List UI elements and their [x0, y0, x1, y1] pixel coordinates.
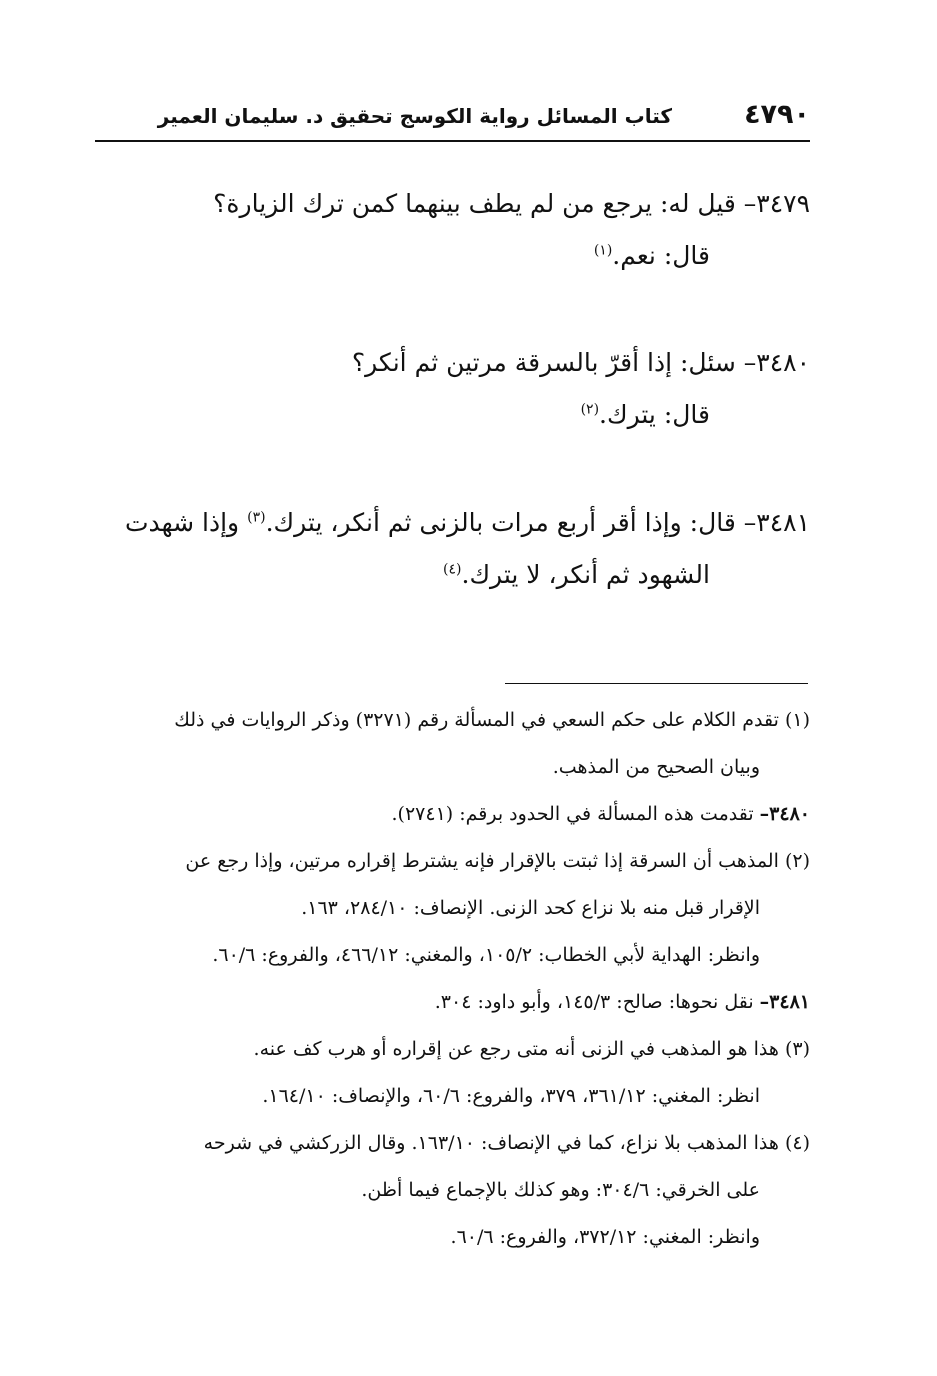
footnote-ref: (٣) [247, 509, 266, 526]
entry-line: ٣٤٨١– قال: وإذا أقر أربع مرات بالزنى ثم أنكر، يترك.$^{(٣)}$ وإذا شهدت [124, 508, 810, 537]
running-title: كتاب المسائل رواية الكوسج تحقيق د. سليمان العمير [157, 104, 672, 128]
entry-number: ٣٤٨١ [756, 508, 810, 537]
footnote-line: وبيان الصحيح من المذهب. [552, 756, 760, 778]
footnote-1 [95, 697, 810, 791]
footnote-label: (٤) [784, 1132, 810, 1154]
footnote-line: على الخرقي: ٣٠٤/٦: وهو كذلك بالإجماع فيما أظن. [361, 1179, 760, 1201]
entry-question: قيل له: يرجع من لم يطف بينهما كمن ترك الزيارة؟ [213, 189, 736, 218]
entry-line: ٣٤٨٠– سئل: إذا أقرّ بالسرقة مرتين ثم أنكر؟ [351, 348, 810, 377]
entry-text-part: الشهود ثم أنكر، لا يترك. [461, 560, 710, 589]
entry-3480 [95, 337, 810, 441]
footnote-text: نقل نحوها: صالح: ١٤٥/٣، وأبو داود: ٣٠٤. [434, 991, 754, 1013]
footnote-line [95, 1026, 810, 1073]
footnote-line: الإقرار قبل منه بلا نزاع كحد الزنى. الإنصاف: ٢٨٤/١٠، ١٦٣. [301, 897, 760, 919]
footnote-4 [95, 1120, 810, 1261]
footnote-line [95, 979, 810, 1026]
footnote-line [95, 697, 810, 744]
footnote-label: (٣) [784, 1038, 810, 1060]
footnote-text: هذا هو المذهب في الزنى أنه متى رجع عن إقراره أو هرب كف عنه. [253, 1038, 779, 1060]
entry-answer: قال: نعم. [612, 241, 710, 270]
footnote-label: (٢) [784, 850, 810, 872]
entry-3479 [95, 178, 810, 282]
entry-number: ٣٤٨٠ [756, 348, 810, 377]
footnote-ref: (١) [593, 242, 613, 259]
footnote-2 [95, 838, 810, 979]
footnote-label: (١) [784, 709, 810, 731]
entry-line [95, 230, 810, 282]
footnote-ref: (٢) [580, 401, 600, 418]
header-rule [95, 140, 810, 142]
entry-number: ٣٤٧٩ [756, 189, 810, 218]
page-number: ٤٧٩٠ [744, 99, 810, 130]
entry-question: سئل: إذا أقرّ بالسرقة مرتين ثم أنكر؟ [351, 348, 736, 377]
footnote-text: هذا المذهب بلا نزاع، كما في الإنصاف: ١٦٣/١٠. وقال الزركشي في شرحه [203, 1132, 779, 1154]
footnote-3481 [95, 979, 810, 1026]
footnote-text: تقدم الكلام على حكم السعي في المسألة رقم (٣٢٧١) وذكر الروايات في ذلك [174, 709, 779, 731]
footnote-3 [95, 1026, 810, 1120]
entry-line: ٣٤٧٩– قيل له: يرجع من لم يطف بينهما كمن ترك الزيارة؟ [213, 189, 810, 218]
footnote-label: ٣٤٨١– [759, 991, 810, 1013]
footnote-3480 [95, 791, 810, 838]
footnote-line: انظر: المغني: ٣٦١/١٢، ٣٧٩، والفروع: ٦٠/٦، والإنصاف: ١٦٤/١٠. [262, 1085, 760, 1107]
footnote-line [95, 1120, 810, 1167]
footnote-line [95, 791, 810, 838]
page-header [95, 96, 810, 136]
footnote-text: تقدمت هذه المسألة في الحدود برقم: (٢٧٤١). [391, 803, 754, 825]
footnote-separator [505, 683, 808, 684]
entry-text-part: وإذا شهدت [124, 508, 240, 537]
footnote-line: وانظر: الهداية لأبي الخطاب: ١٠٥/٢، والمغني: ٤٦٦/١٢، والفروع: ٦٠/٦. [212, 944, 760, 966]
entry-line [95, 389, 810, 441]
footnote-label: ٣٤٨٠– [759, 803, 810, 825]
footnote-ref: (٤) [443, 561, 462, 578]
footnote-line [95, 838, 810, 885]
entry-text-part: قال: وإذا أقر أربع مرات بالزنى ثم أنكر، يترك. [265, 508, 736, 537]
footnote-text: المذهب أن السرقة إذا ثبتت بالإقرار فإنه يشترط إقراره مرتين، وإذا رجع عن [185, 850, 779, 872]
footnote-line: وانظر: المغني: ٣٧٢/١٢، والفروع: ٦٠/٦. [450, 1226, 760, 1248]
footnotes [95, 697, 810, 1261]
entry-3481 [95, 497, 810, 601]
entry-line [95, 549, 810, 601]
entry-answer: قال: يترك. [599, 400, 710, 429]
